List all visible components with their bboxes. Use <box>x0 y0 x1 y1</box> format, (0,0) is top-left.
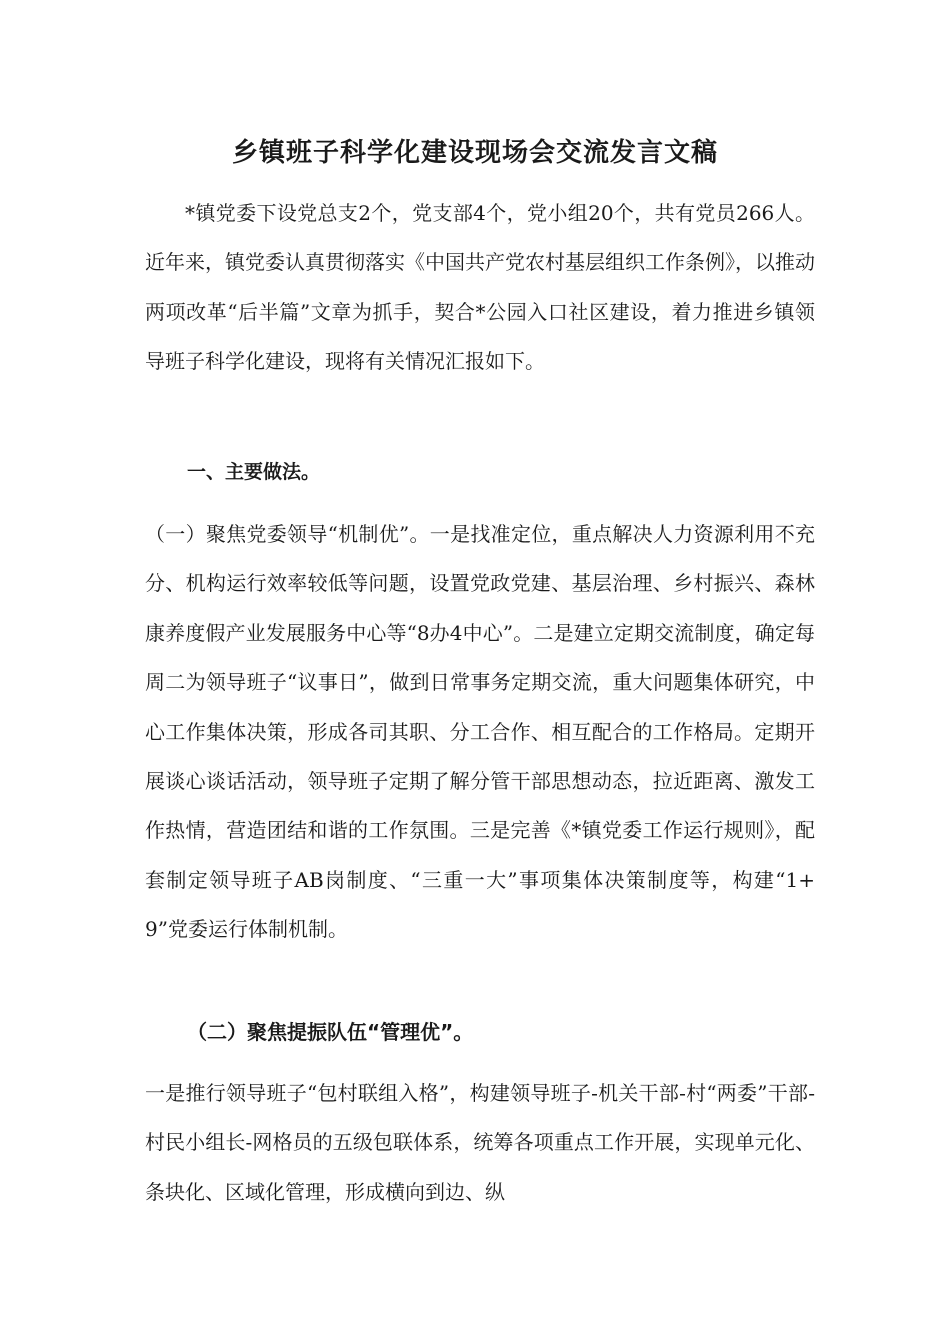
subsection-1-paragraph: （一）聚焦党委领导“机制优”。一是找准定位，重点解决人力资源利用不充分、机构运行效率较低等问题，设置党政党建、基层治理、乡村振兴、森林康养度假产业发展服务中心等“8办4中心”。二是建立定期交流制度，确定每周二为领导班子“议事日”，做到日常事务定期交流，重大问题集体研究，中心工作集体决策，形成各司其职、分工合作、相互配合的工作格局。定期开展谈心谈话活动，领导班子定期了解分管干部思想动态，拉近距离、激发工作热情，营造团结和谐的工作氛围。三是完善《*镇党委工作运行规则》，配套制定领导班子AB岗制度、“三重一大”事项集体决策制度等，构建“1+9”党委运行体制机制。 <box>145 522 815 942</box>
subsection-2-paragraph: 一是推行领导班子“包村联组入格”，构建领导班子-机关干部-村“两委”干部-村民小组长-网格员的五级包联体系，统筹各项重点工作开展，实现单元化、条块化、区域化管理，形成横向到边、纵 <box>145 1081 815 1204</box>
subsection-2-heading: （二）聚焦提振队伍“管理优”。 <box>187 1020 474 1044</box>
document-title: 乡镇班子科学化建设现场会交流发言文稿 <box>231 138 718 168</box>
section-heading-main-practices: 一、主要做法。 <box>187 461 321 483</box>
intro-paragraph: *镇党委下设党总支2个，党支部4个，党小组20个，共有党员266人。近年来，镇党委认真贯彻落实《中国共产党农村基层组织工作条例》，以推动两项改革“后半篇”文章为抓手，契合*公园入口社区建设，着力推进乡镇领导班子科学化建设，现将有关情况汇报如下。 <box>145 201 815 374</box>
